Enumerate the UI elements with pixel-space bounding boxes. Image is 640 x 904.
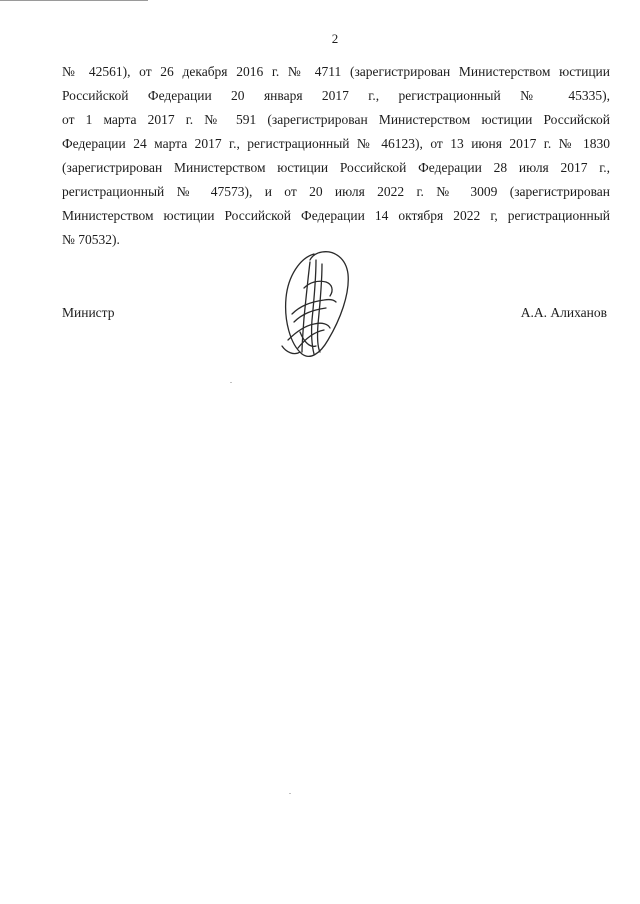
body-line: Федерации 24 марта 2017 г., регистрационный № 46123), от 13 июня 2017 г. № 1830	[62, 136, 610, 151]
body-line: № 70532).	[62, 232, 120, 247]
body-line: № 42561), от 26 декабря 2016 г. № 4711 (зарегистрирован Министерством юстиции	[62, 64, 610, 79]
page-number: 2	[331, 31, 339, 46]
scan-speck	[289, 793, 291, 794]
signatory-position: Министр	[62, 305, 115, 320]
handwritten-signature-icon	[270, 248, 362, 366]
body-line: (зарегистрирован Министерством юстиции Российской Федерации 28 июля 2017 г.,	[62, 160, 610, 175]
body-line: Министерством юстиции Российской Федерации 14 октября 2022 г, регистрационный	[62, 208, 610, 223]
body-line: Российской Федерации 20 января 2017 г., регистрационный № 45335),	[62, 88, 610, 103]
scan-speck	[230, 382, 232, 383]
signatory-name: А.А. Алиханов	[520, 305, 607, 320]
scan-edge-mark	[0, 0, 148, 1]
body-line: от 1 марта 2017 г. № 591 (зарегистрирован Министерством юстиции Российской	[62, 112, 610, 127]
body-line: регистрационный № 47573), и от 20 июля 2022 г. № 3009 (зарегистрирован	[62, 184, 610, 199]
body-paragraph	[62, 60, 610, 252]
